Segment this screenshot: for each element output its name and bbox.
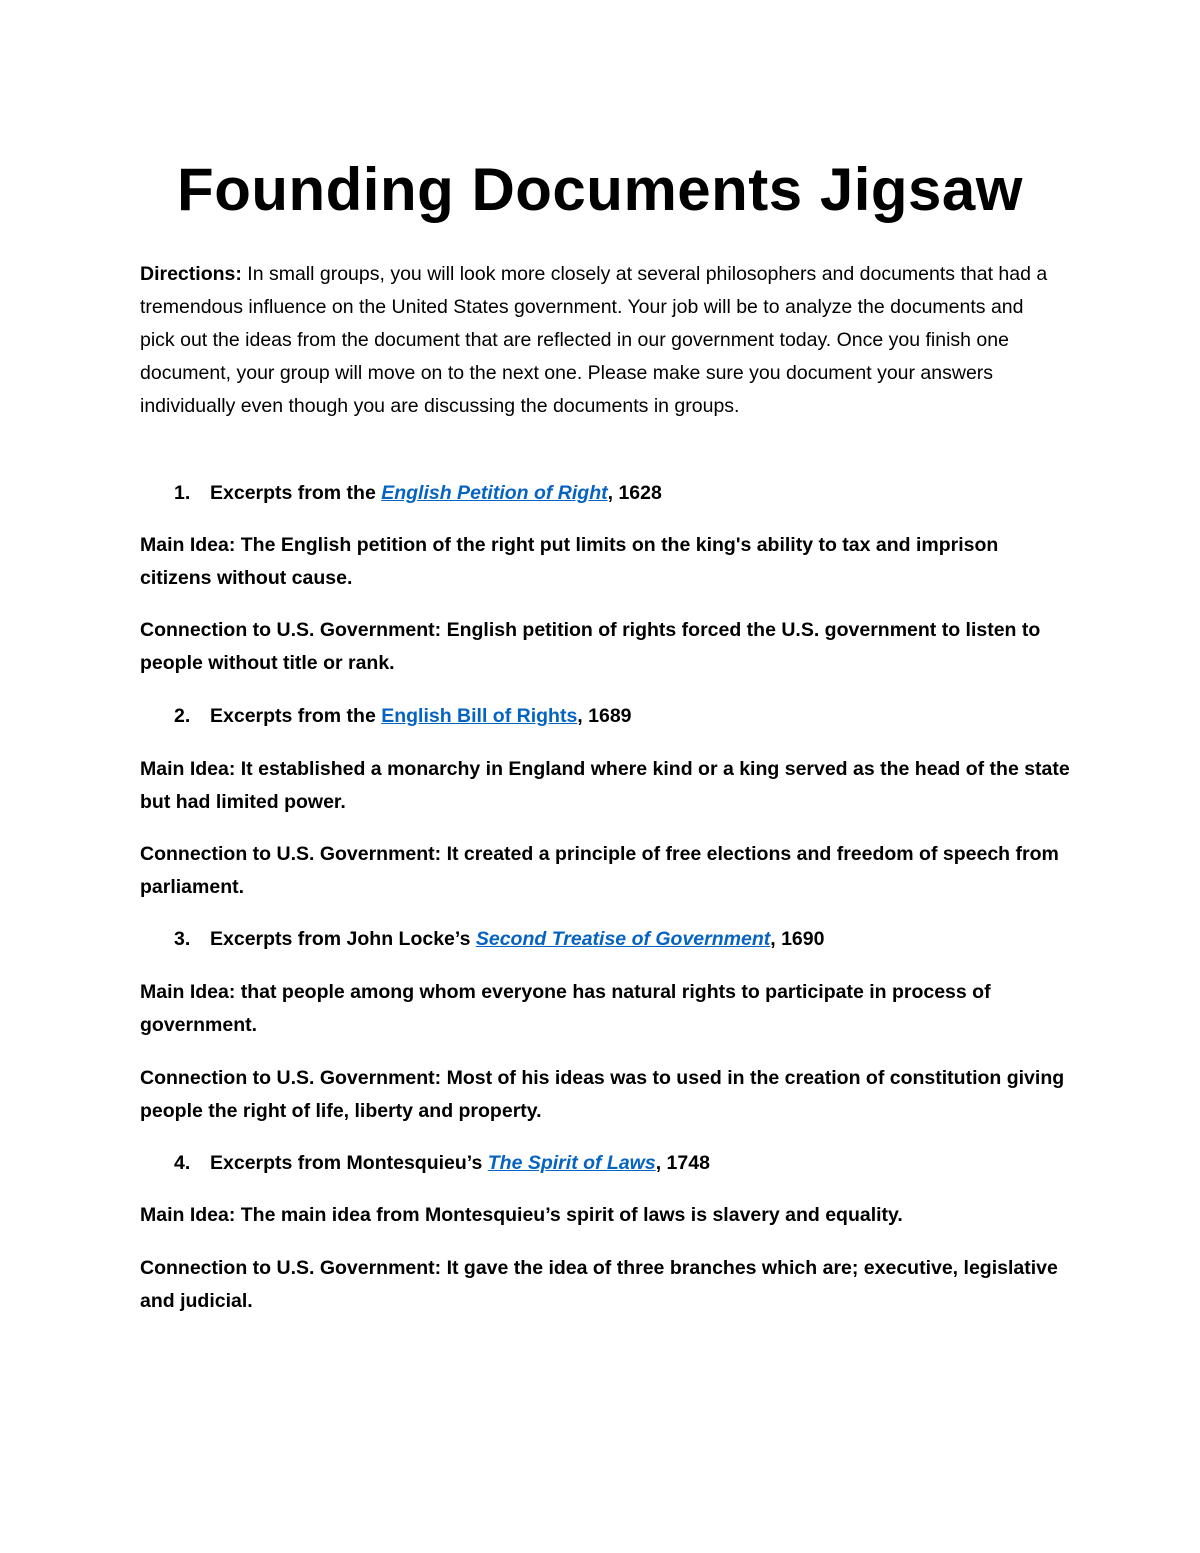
- main-idea-1: Main Idea: The English petition of the right put limits on the king's ability to tax and imprison citizens without cause.: [140, 534, 999, 589]
- directions-text: In small groups, you will look more closely at several philosophers and documents that had a tremendous influence on the United States government. Your job will be to analyze the documents and pick out the ideas from the document that are reflected in our government today. Once you finish one document, your group will move on to the next one. Please make sure you document your answers individually even though you are discussing the documents in groups.: [140, 263, 1048, 417]
- document-link-petition-of-right[interactable]: English Petition of Right: [381, 482, 608, 504]
- item-heading-3: [174, 923, 1054, 956]
- item-number: 4.: [174, 1152, 191, 1174]
- connection-2: Connection to U.S. Government: It created a principle of free elections and freedom of speech from parliament.: [140, 843, 1059, 898]
- directions-label: Directions:: [140, 263, 242, 285]
- item-suffix: , 1748: [655, 1152, 710, 1174]
- directions-paragraph: [140, 258, 1060, 423]
- main-idea-4: Main Idea: The main idea from Montesquieu’s spirit of laws is slavery and equality.: [140, 1204, 903, 1226]
- item-number: 1.: [174, 482, 191, 504]
- item-suffix: , 1689: [577, 705, 632, 727]
- item-heading-1: [174, 477, 1054, 510]
- item-heading-4: [174, 1147, 1054, 1180]
- item-suffix: , 1628: [607, 482, 662, 504]
- main-idea-3: Main Idea: that people among whom everyone has natural rights to participate in process of government.: [140, 981, 991, 1036]
- connection-4: Connection to U.S. Government: It gave the idea of three branches which are; executive, legislative and judicial.: [140, 1257, 1058, 1312]
- item-prefix: Excerpts from the: [210, 482, 382, 504]
- main-idea-2: Main Idea: It established a monarchy in England where kind or a king served as the head of the state but had limited power.: [140, 758, 1070, 813]
- item-number: 2.: [174, 705, 191, 727]
- page-title: Founding Documents Jigsaw: [177, 156, 1023, 223]
- document-link-second-treatise[interactable]: Second Treatise of Government: [475, 928, 771, 950]
- document-link-english-bill-of-rights[interactable]: English Bill of Rights: [381, 705, 578, 727]
- document-link-spirit-of-laws[interactable]: The Spirit of Laws: [487, 1152, 656, 1174]
- item-heading-2: [174, 700, 1054, 733]
- item-prefix: Excerpts from Montesquieu’s: [210, 1152, 488, 1174]
- connection-1: Connection to U.S. Government: English petition of rights forced the U.S. government to listen to people without title or rank.: [140, 619, 1041, 674]
- connection-3: Connection to U.S. Government: Most of his ideas was to used in the creation of constitution giving people the right of life, liberty and property.: [140, 1067, 1065, 1122]
- item-suffix: , 1690: [770, 928, 825, 950]
- item-prefix: Excerpts from John Locke’s: [210, 928, 476, 950]
- item-prefix: Excerpts from the: [210, 705, 382, 727]
- item-number: 3.: [174, 928, 191, 950]
